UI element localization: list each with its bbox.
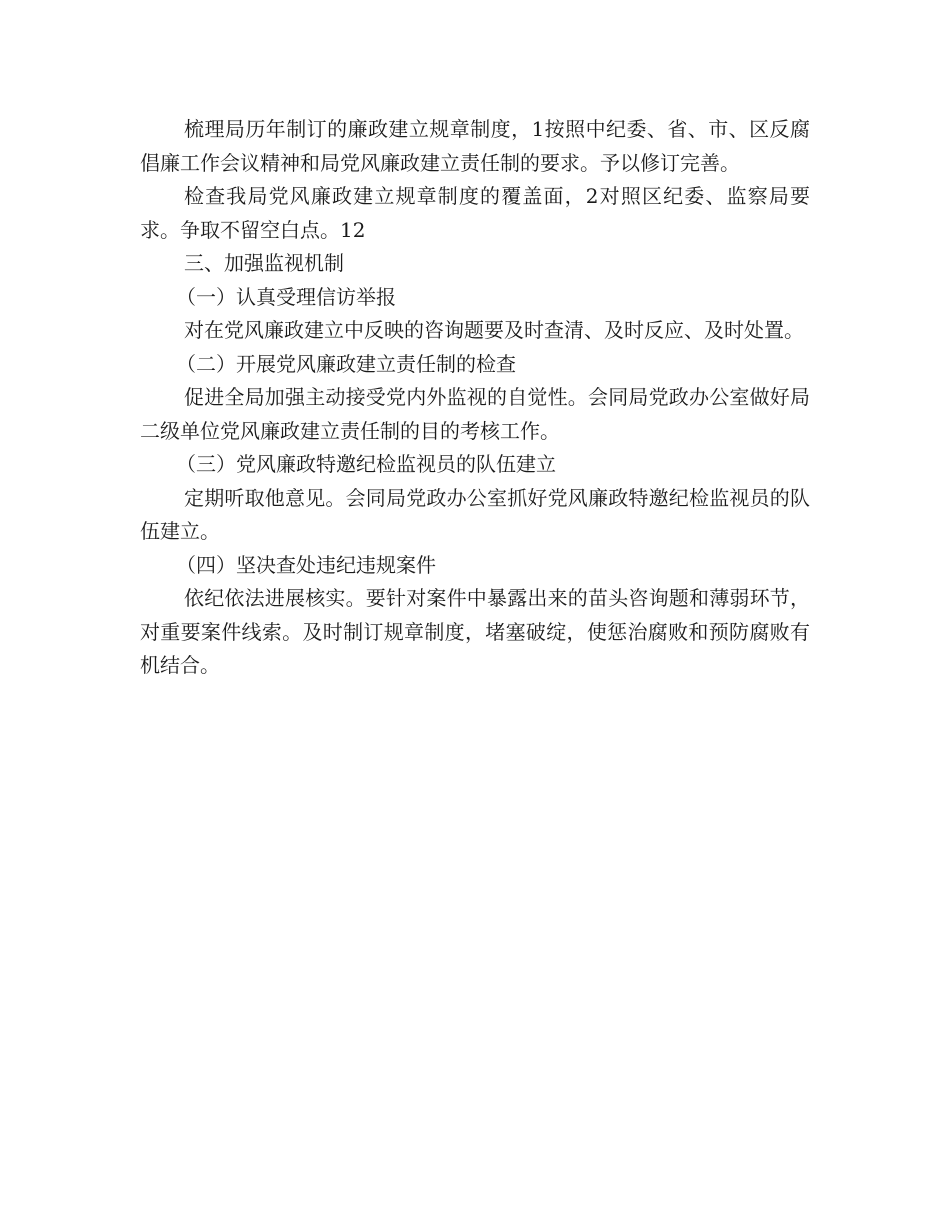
document-page: [140, 113, 810, 683]
paragraph-revise-rules: 梳理局历年制订的廉政建立规章制度，1按照中纪委、省、市、区反腐倡廉工作会议精神和局党风廉政建立责任制的要求。予以修订完善。: [140, 117, 810, 175]
paragraph-petitions: 对在党风廉政建立中反映的咨询题要及时查清、及时反应、及时处置。: [184, 318, 804, 342]
paragraph-case-handling: 依纪依法进展核实。要针对案件中暴露出来的苗头咨询题和薄弱环节，对重要案件线索。及时制订规章制度，堵塞破绽，使惩治腐败和预防腐败有机结合。: [140, 586, 810, 677]
subheading-petitions: （一）认真受理信访举报: [176, 284, 396, 309]
paragraph-check-coverage: 检查我局党风廉政建立规章制度的覆盖面，2对照区纪委、监察局要求。争取不留空白点。12: [140, 184, 810, 242]
subheading-responsibility-check: （二）开展党风廉政建立责任制的检查: [176, 351, 516, 376]
paragraph-responsibility-check: 促进全局加强主动接受党内外监视的自觉性。会同局党政办公室做好局二级单位党风廉政建立责任制的目的考核工作。: [140, 385, 810, 443]
section-heading-supervision: 三、加强监视机制: [184, 251, 344, 275]
subheading-supervisor-team: （三）党风廉政特邀纪检监视员的队伍建立: [176, 452, 556, 476]
subheading-case-handling: （四）坚决查处违纪违规案件: [176, 552, 436, 577]
paragraph-supervisor-team: 定期听取他意见。会同局党政办公室抓好党风廉政特邀纪检监视员的队伍建立。: [140, 485, 810, 543]
